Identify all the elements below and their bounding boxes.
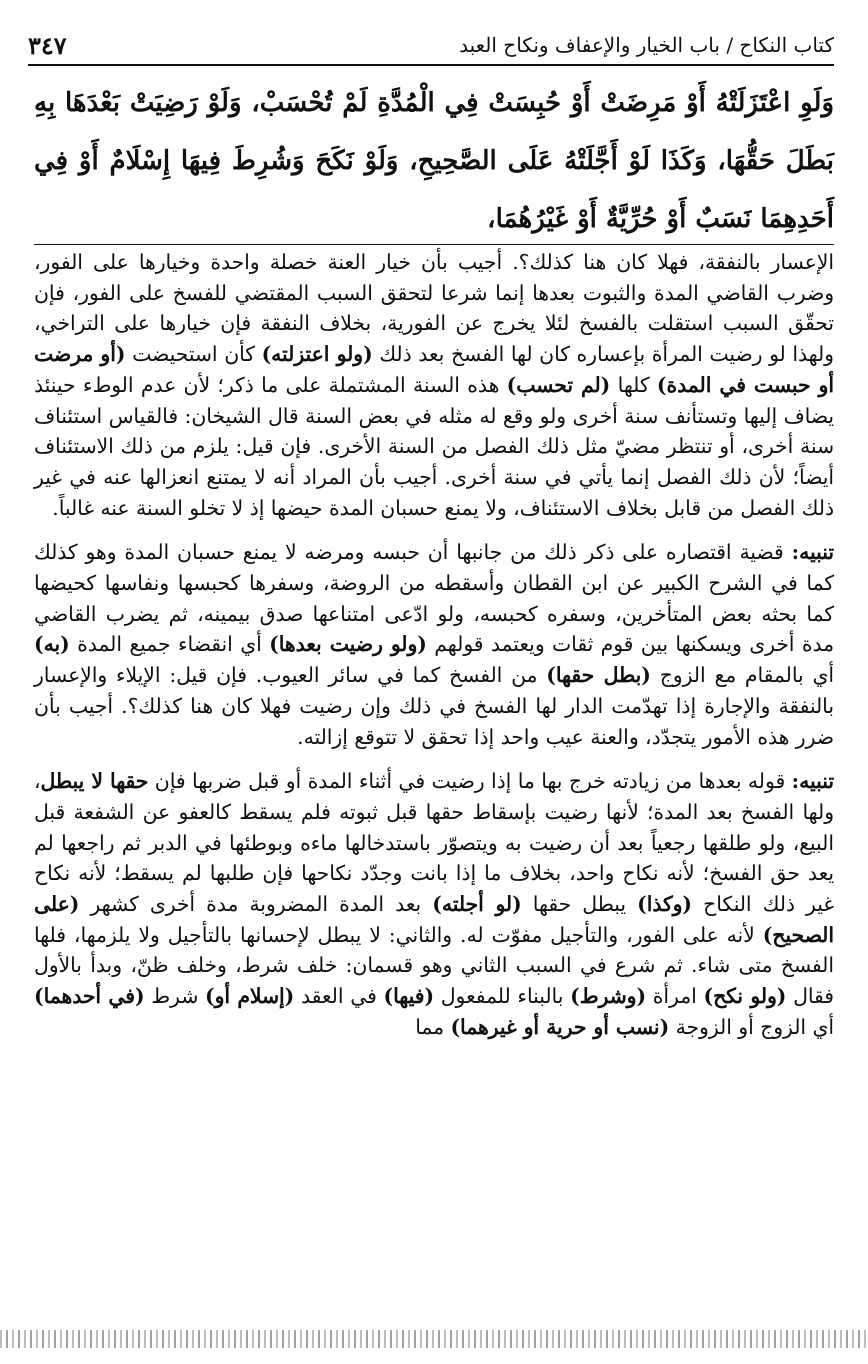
separator-rule (34, 244, 834, 245)
bold-quote: (وشرط) (570, 984, 647, 1009)
bold-quote: (إسلام أو) (204, 984, 295, 1009)
decorative-bottom-border (0, 1330, 868, 1348)
bold-quote: تنبيه: (791, 769, 834, 794)
text-run: أي بالمقام مع الزوج (650, 663, 835, 688)
text-run: من الفسخ كما في سائر العيوب. فإن قيل: الإيلاء والإعسار بالنفقة والإجارة إذا تهدّمت الدار لها الفسخ في ذلك وإن رضيت فهلا كان هنا كذلك؟. أجيب بأن ضرر هذه الأمور يتجدّد، والعنة عيب واحد إذا تحقق لا تتوقع إزالته. (34, 663, 834, 749)
text-run: الإعسار بالنفقة، فهلا كان هنا كذلك؟. أجيب بأن خيار العنة خصلة واحدة وخيارها على الفور، وضرب القاضي المدة والثبوت بعدها إنما شرعا لتحقق السبب المقتضي للفسخ على الفور، فإن تحقّق السبب استقلت بالفسخ لئلا يخرج عن الفورية، بخلاف النفقة فإن خيارها على التراخي، ولهذا لو رضيت المرأة بإعساره كان لها الفسخ بعد ذلك (34, 250, 834, 367)
text-run: بعد المدة المضروبة مدة أخرى كشهر (79, 892, 433, 917)
bold-quote: حقها لا يبطل (40, 769, 149, 794)
bold-quote: (بطل حقها) (546, 663, 651, 688)
bold-quote: (به) (34, 632, 70, 657)
header-title: كتاب النكاح / باب الخيار والإعفاف ونكاح العبد (459, 33, 834, 57)
bold-quote: (ولو رضيت بعدها) (269, 632, 427, 657)
bold-quote: تنبيه: (791, 540, 834, 565)
commentary-body (34, 247, 834, 1043)
text-run: شرط (144, 984, 205, 1009)
text-run: أي انقضاء جميع المدة (69, 632, 270, 657)
text-run: كلها (610, 372, 657, 397)
bold-quote: (أو مرضت أو حبست في المدة) (34, 342, 834, 397)
text-run: كأن استحيضت (125, 342, 262, 367)
commentary-paragraph-1 (34, 247, 834, 523)
text-run: ، ولها الفسخ بعد المدة؛ لأنها رضيت بإسقاط حقها قبل ثبوته فلم يسقط كالعفو عن الشفعة قبل البيع، ولو طلقها رجعياً بعد أن رضيت به ويتصوّر باستدخالها ماءه وبوطئها في الدبر ثم راجعها لم يعد حق الفسخ؛ لأنه نكاح واحد، بخلاف ما إذا بانت وجدّد نكاحها فإن طلبها لم يسقط؛ لأنه نكاح غير ذلك النكاح (34, 769, 834, 917)
page-number: ٣٤٧ (28, 30, 67, 60)
text-run: بالبناء للمفعول (434, 984, 571, 1009)
text-run: يبطل حقها (521, 892, 638, 917)
text-run: أي الزوج أو الزوجة (669, 1014, 834, 1039)
bold-quote: (في أحدهما) (34, 984, 145, 1009)
text-run: امرأة (646, 984, 704, 1009)
bold-quote: (فيها) (383, 984, 435, 1009)
bold-quote: (ولو اعتزلته) (261, 342, 373, 367)
bold-quote: (وكذا) (637, 892, 693, 917)
text-run: في العقد (294, 984, 384, 1009)
bold-quote: (نسب أو حرية أو غيرهما) (450, 1014, 670, 1039)
bold-quote: (على الصحيح) (34, 892, 834, 947)
matn-text: وَلَوِ اعْتَزَلَتْهُ أَوْ مَرِضَتْ أَوْ حُبِسَتْ فِي الْمُدَّةِ لَمْ تُحْسَبْ، وَلَوْ رَضِيَتْ بَعْدَهَا بِهِ بَطَلَ حَقُّهَا، وَكَذَا لَوْ أَجَّلَتْهُ عَلَى الصَّحِيحِ، وَلَوْ نَكَحَ وَشُرِطَ فِيهَا إِسْلَامٌ أَوْ فِي أَحَدِهِمَا نَسَبٌ أَوْ حُرِّيَّةٌ أَوْ غَيْرُهُمَا، (34, 88, 834, 234)
commentary-paragraph-3 (34, 766, 834, 1042)
text-run: مما (415, 1014, 451, 1039)
running-header (28, 26, 834, 66)
text-run: قضية اقتصاره على ذكر ذلك من جانبها أن حبسه ومرضه لا يمنع حسبان المدة وهو كذلك كما في الشرح الكبير عن ابن القطان وأسقطه من الروضة، وسفرها كحبسها ونفاسها كحيضها كما بحثه بعض المتأخرين، وسفره كحبسه، ولو ادّعى امتناعها صدق بيمينه، ثم يضرب القاضي مدة أخرى ويسكنها بين قوم ثقات ويعتمد قولهم (34, 540, 834, 657)
text-run: لأنه على الفور، والتأجيل مفوّت له. والثاني: لا يبطل لإحسانها بالتأجيل ولا يلزمها، فلها الفسخ متى شاء. ثم شرع في السبب الثاني وهو قسمان: خلف شرط، وخلف ظنّ، وبدأ بالأول فقال (34, 922, 835, 1009)
commentary-paragraph-2 (34, 537, 834, 752)
bold-quote: (لو أجلته) (432, 892, 522, 917)
bold-quote: (لم تحسب) (506, 372, 611, 397)
bold-quote: (ولو نكح) (703, 984, 787, 1009)
text-run: قوله بعدها من زيادته خرج بها ما إذا رضيت في أثناء المدة أو قبل ضربها فإن (148, 769, 792, 794)
text-run: هذه السنة المشتملة على ما ذكر؛ لأن عدم الوطء حينئذ يضاف إليها وتستأنف سنة أخرى ولو وقع له مثله في بعض السنة قال الشيخان: فالقياس استئناف سنة أخرى، أو تنتظر مضيّ مثل ذلك الفصل من السنة الأخرى. فإن قيل: يلزم من ذلك الاستئناف أيضاً؛ لأن ذلك الفصل إنما يأتي في سنة أخرى. أجيب بأن المراد أنه لا يمتنع انعزالها عنه في غير ذلك الفصل من قابل بخلاف الاستئناف، ولا يمنع حسبان المدة حيضها إذ لا تخلو السنة عنه غالباً. (34, 372, 834, 520)
